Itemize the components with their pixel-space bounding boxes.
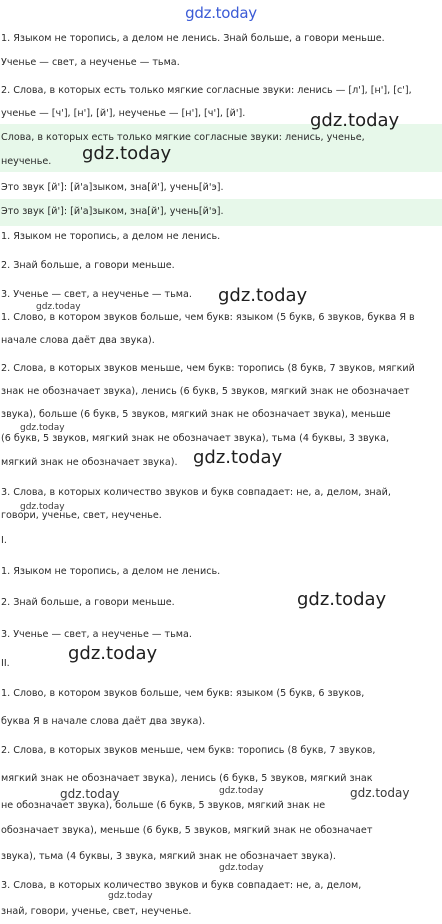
text-line: говори, ученье, свет, неученье. (1, 510, 162, 521)
watermark: gdz.today (108, 891, 153, 901)
roman-numeral: I. (1, 535, 7, 546)
watermark: gdz.today (36, 302, 81, 312)
watermark: gdz.today (218, 285, 308, 306)
text-line: не обозначает звука), больше (6 букв, 5 звуков, мягкий знак не (1, 800, 326, 811)
watermark: gdz.today (20, 502, 65, 512)
text-line: мягкий знак не обозначает звука), ленись (6 букв, 5 звуков, мягкий знак (1, 773, 373, 784)
watermark: gdz.today (297, 589, 387, 610)
highlight-band (0, 199, 442, 226)
watermark: gdz.today (193, 447, 283, 468)
text-line: Это звук [й']: [й'а]зыком, зна[й'], учень[й'э]. (1, 206, 224, 217)
text-line: 1. Языком не торопись, а делом не ленись. Знай больше, а говори меньше. (1, 33, 385, 44)
watermark: gdz.today (310, 110, 400, 131)
text-line: знай, говори, ученье, свет, неученье. (1, 906, 192, 917)
text-line: (6 букв, 5 звуков, мягкий знак не обозначает звука), тьма (4 буквы, 3 звука, (1, 433, 390, 444)
text-line: 1. Языком не торопись, а делом не ленись. (1, 566, 221, 577)
text-line: 3. Ученье — свет, а неученье — тьма. (1, 629, 192, 640)
text-line: звука), тьма (4 буквы, 3 звука, мягкий знак не обозначает звука). (1, 851, 336, 862)
text-line: 3. Слова, в которых количество звуков и букв совпадает: не, а, делом, знай, (1, 487, 391, 498)
watermark: gdz.today (82, 143, 172, 164)
text-line: 2. Слова, в которых есть только мягкие согласные звуки: ленись — [л'], [н'], [с'], (1, 85, 412, 96)
site-logo[interactable]: gdz.today (185, 4, 257, 22)
text-line: 3. Ученье — свет, а неученье — тьма. (1, 289, 192, 300)
watermark: gdz.today (219, 863, 264, 873)
text-line: Слова, в которых есть только мягкие согласные звуки: ленись, ученье, (1, 132, 365, 143)
text-line: Это звук [й']: [й'а]зыком, зна[й'], учень[й'э]. (1, 182, 224, 193)
watermark: gdz.today (219, 786, 264, 796)
text-line: мягкий знак не обозначает звука). (1, 457, 178, 468)
text-line: начале слова даёт два звука). (1, 335, 155, 346)
watermark: gdz.today (20, 423, 65, 433)
text-line: Ученье — свет, а неученье — тьма. (1, 57, 180, 68)
text-line: обозначает звука), меньше (6 букв, 5 звуков, мягкий знак не обозначает (1, 825, 373, 836)
watermark: gdz.today (350, 786, 410, 800)
text-line: 2. Знай больше, а говори меньше. (1, 597, 175, 608)
watermark: gdz.today (60, 787, 120, 801)
text-line: звука), больше (6 букв, 5 звуков, мягкий знак не обозначает звука), меньше (1, 409, 391, 420)
roman-numeral: II. (1, 658, 10, 669)
text-line: неученье. (1, 156, 52, 167)
text-line: буква Я в начале слова даёт два звука). (1, 716, 206, 727)
text-line: знак не обозначает звука), ленись (6 букв, 5 звуков, мягкий знак не обозначает (1, 386, 410, 397)
text-line: 1. Слово, в котором звуков больше, чем букв: языком (5 букв, 6 звуков, буква Я в (1, 312, 415, 323)
text-line: 3. Слова, в которых количество звуков и букв совпадает: не, а, делом, (1, 880, 362, 891)
text-line: 1. Языком не торопись, а делом не ленись. (1, 231, 221, 242)
highlight-band (0, 124, 442, 172)
text-line: ученье — [ч'], [н'], [й'], неученье — [н'], [ч'], [й']. (1, 108, 246, 119)
text-line: 2. Слова, в которых звуков меньше, чем букв: торопись (8 букв, 7 звуков, мягкий (1, 363, 415, 374)
text-line: 1. Слово, в котором звуков больше, чем букв: языком (5 букв, 6 звуков, (1, 688, 365, 699)
watermark: gdz.today (68, 643, 158, 664)
text-line: 2. Слова, в которых звуков меньше, чем букв: торопись (8 букв, 7 звуков, (1, 745, 376, 756)
text-line: 2. Знай больше, а говори меньше. (1, 260, 175, 271)
